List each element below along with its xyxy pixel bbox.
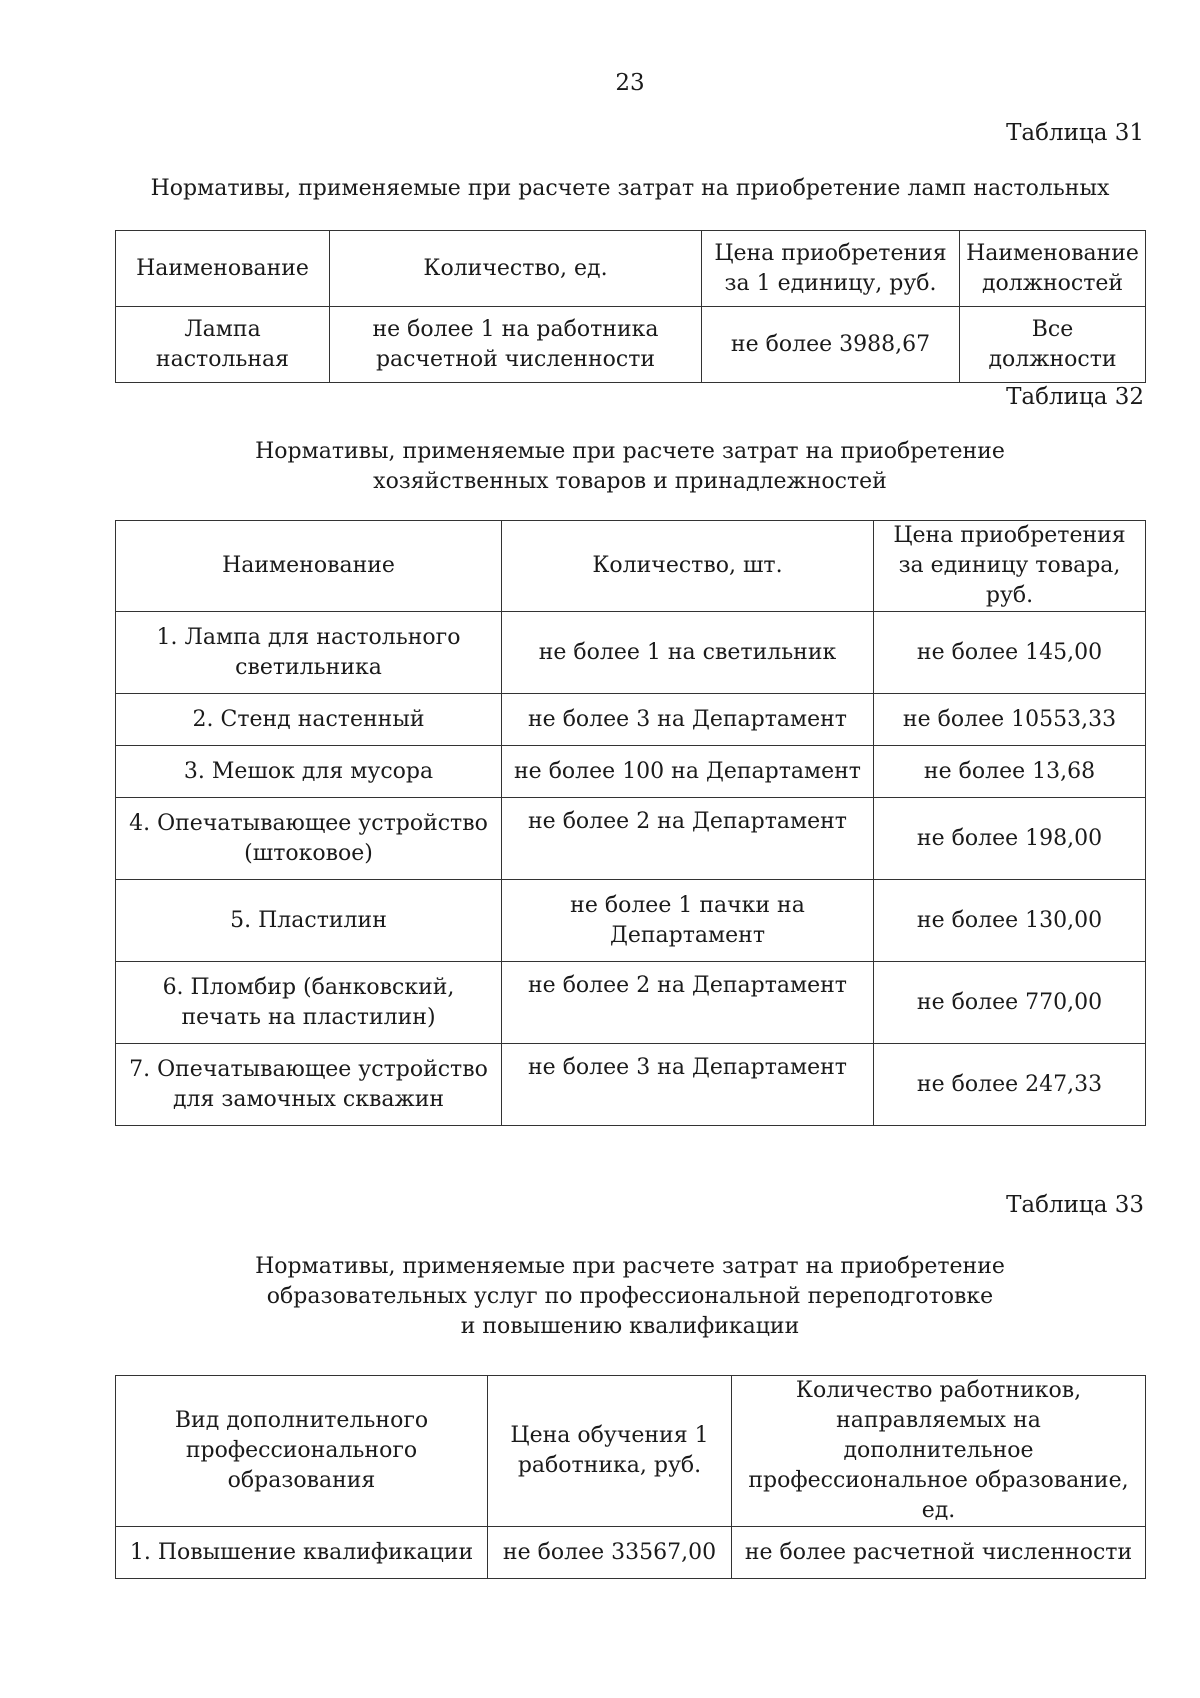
table-32-caption-line2: хозяйственных товаров и принадлежностей [373, 469, 887, 494]
table-31-header-cell: Наименование должностей [960, 231, 1146, 307]
table-row [116, 962, 1146, 1044]
table-row [116, 746, 1146, 798]
table-33-label: Таблица 33 [1006, 1192, 1144, 1218]
table-cell: Лампа настольная [116, 307, 330, 383]
table-32-header-cell: Наименование [116, 521, 502, 612]
table-cell: Все должности [960, 307, 1146, 383]
table-cell: 7. Опечатывающее устройство для замочных скважин [116, 1044, 502, 1126]
table-31-header-cell: Наименование [116, 231, 330, 307]
table-cell: 4. Опечатывающее устройство (штоковое) [116, 798, 502, 880]
table-cell: не более 10553,33 [874, 694, 1146, 746]
table-32-label: Таблица 32 [1006, 384, 1144, 410]
table-cell: не более 145,00 [874, 612, 1146, 694]
table-row [116, 1527, 1146, 1579]
table-row [116, 307, 1146, 383]
page-number: 23 [615, 70, 645, 96]
table-cell: не более 1 на светильник [502, 612, 874, 694]
table-cell: не более 33567,00 [488, 1527, 732, 1579]
table-31-header-cell: Количество, ед. [330, 231, 702, 307]
table-cell: не более 13,68 [874, 746, 1146, 798]
table-33-caption-line1: Нормативы, применяемые при расчете затрат на приобретение [255, 1254, 1005, 1279]
table-cell: 1. Лампа для настольного светильника [116, 612, 502, 694]
table-31-header-cell: Цена приобретения за 1 единицу, руб. [702, 231, 960, 307]
table-31-caption: Нормативы, применяемые при расчете затрат на приобретение ламп настольных [150, 176, 1110, 201]
table-row [116, 612, 1146, 694]
table-32-header-row [116, 521, 1146, 612]
table-33-header-cell: Цена обучения 1 работника, руб. [488, 1376, 732, 1527]
table-row [116, 798, 1146, 880]
table-row [116, 1044, 1146, 1126]
table-32-caption-line1: Нормативы, применяемые при расчете затрат на приобретение [255, 439, 1005, 464]
table-32-header-cell: Количество, шт. [502, 521, 874, 612]
table-cell: 2. Стенд настенный [116, 694, 502, 746]
table-cell: не более 100 на Департамент [502, 746, 874, 798]
table-33-header-cell: Вид дополнительного профессионального образования [116, 1376, 488, 1527]
table-32 [115, 520, 1146, 1126]
table-33-header-cell: Количество работников, направляемых на дополнительное профессиональное образование, ед. [732, 1376, 1146, 1527]
table-cell: не более 1 на работника расчетной численности [330, 307, 702, 383]
table-cell: не более 2 на Департамент [502, 962, 874, 1044]
table-cell: не более 2 на Департамент [502, 798, 874, 880]
table-cell: не более 3988,67 [702, 307, 960, 383]
table-row [116, 694, 1146, 746]
table-33 [115, 1375, 1146, 1579]
table-cell: 1. Повышение квалификации [116, 1527, 488, 1579]
table-cell: 5. Пластилин [116, 880, 502, 962]
table-31-label: Таблица 31 [1006, 120, 1144, 146]
table-cell: не более 198,00 [874, 798, 1146, 880]
table-cell: не более 1 пачки на Департамент [502, 880, 874, 962]
table-31-header-row [116, 231, 1146, 307]
table-33-caption-line3: и повышению квалификации [460, 1314, 800, 1339]
table-cell: не более 3 на Департамент [502, 1044, 874, 1126]
table-cell: 6. Пломбир (банковский, печать на пластилин) [116, 962, 502, 1044]
table-row [116, 880, 1146, 962]
table-cell: не более расчетной численности [732, 1527, 1146, 1579]
table-cell: не более 3 на Департамент [502, 694, 874, 746]
table-31 [115, 230, 1146, 383]
table-33-header-row [116, 1376, 1146, 1527]
table-32-header-cell: Цена приобретения за единицу товара, руб. [874, 521, 1146, 612]
table-cell: не более 247,33 [874, 1044, 1146, 1126]
table-cell: 3. Мешок для мусора [116, 746, 502, 798]
table-cell: не более 770,00 [874, 962, 1146, 1044]
table-cell: не более 130,00 [874, 880, 1146, 962]
table-33-caption-line2: образовательных услуг по профессиональной переподготовке [266, 1284, 994, 1309]
